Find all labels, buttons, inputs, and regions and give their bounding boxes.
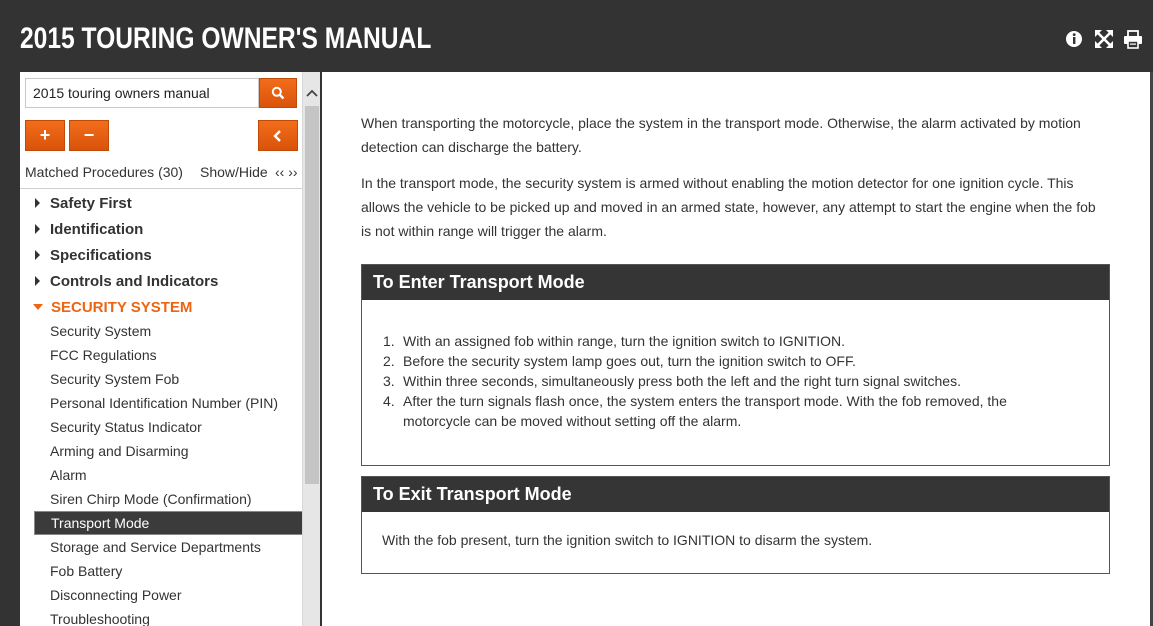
category-label: Safety First	[50, 194, 132, 212]
scroll-thumb[interactable]	[305, 106, 319, 484]
search-button[interactable]	[259, 78, 297, 108]
toc-item[interactable]: Security System Fob	[50, 371, 180, 387]
step-number: 3.	[383, 373, 395, 389]
toc-item-active[interactable]: Transport Mode	[34, 511, 303, 535]
top-toolbar	[1065, 28, 1143, 50]
expand-triangle-icon	[35, 250, 40, 260]
hide-sidebar-button[interactable]	[258, 120, 298, 151]
toc-item[interactable]: Storage and Service Departments	[50, 539, 261, 555]
app-title: 2015 TOURING OWNER'S MANUAL	[20, 22, 432, 55]
exit-transport-mode-section	[361, 476, 1110, 574]
step-number: 2.	[383, 353, 395, 369]
category-label: Controls and Indicators	[50, 272, 219, 290]
step-text: After the turn signals flash once, the system enters the transport mode. With the fob removed, the motorcycle can be moved without setting off the alarm.	[403, 393, 1007, 429]
info-icon[interactable]	[1065, 28, 1085, 50]
toc-item[interactable]: FCC Regulations	[50, 347, 157, 363]
result-nav-arrows[interactable]: ‹‹ ››	[275, 164, 298, 180]
toc-item[interactable]: Fob Battery	[50, 563, 123, 579]
sidebar-scrollbar[interactable]	[302, 72, 320, 626]
step-item	[383, 391, 1053, 431]
step-number: 4.	[383, 393, 395, 409]
expand-all-button[interactable]: +	[25, 120, 65, 151]
category-label: SECURITY SYSTEM	[51, 298, 193, 316]
main-content	[322, 72, 1150, 626]
step-item	[383, 331, 1053, 351]
transport-mode-paragraph: In the transport mode, the security system is armed without enabling the motion detector for one ignition cycle. This allows the vehicle to be picked up and moved in an armed state, however, any attempt to start the engine when the fob is not within range will trigger the alarm.	[361, 175, 1096, 239]
section-heading: To Exit Transport Mode	[362, 477, 1109, 512]
step-text: Within three seconds, simultaneously press both the left and the right turn signal switches.	[403, 373, 961, 389]
category-label: Identification	[50, 220, 144, 238]
toc-item[interactable]: Troubleshooting	[50, 611, 150, 626]
toc-item[interactable]: Arming and Disarming	[50, 443, 189, 459]
show-hide-toggle[interactable]: Show/Hide	[200, 164, 268, 180]
search-icon	[271, 86, 285, 100]
toc-category-specifications[interactable]	[20, 242, 302, 268]
step-number: 1.	[383, 333, 395, 349]
chevron-left-icon	[273, 130, 283, 142]
toc-item[interactable]: Security System	[50, 323, 152, 339]
step-text: With an assigned fob within range, turn the ignition switch to IGNITION.	[403, 333, 845, 349]
toc-category-controls-and-indicators[interactable]	[20, 268, 302, 294]
divider	[20, 188, 302, 189]
toc-item[interactable]: Personal Identification Number (PIN)	[50, 395, 278, 411]
search-input[interactable]	[26, 79, 258, 107]
toc-category-security-system[interactable]	[20, 294, 302, 320]
step-item	[383, 351, 1053, 371]
search-input-wrap	[25, 78, 259, 108]
expand-triangle-icon	[35, 224, 40, 234]
category-label: Specifications	[50, 246, 152, 264]
toc-item[interactable]: Disconnecting Power	[50, 587, 182, 603]
matched-procedures-count: Matched Procedures (30)	[25, 164, 183, 180]
print-icon[interactable]	[1123, 28, 1143, 50]
intro-paragraph: When transporting the motorcycle, place the system in the transport mode. Otherwise, the alarm activated by motion detection can discharge the battery.	[361, 115, 1081, 155]
toc-item[interactable]: Siren Chirp Mode (Confirmation)	[50, 491, 252, 507]
top-bar	[0, 0, 1153, 72]
toc-item[interactable]: Alarm	[50, 467, 87, 483]
collapse-all-button[interactable]: −	[69, 120, 109, 151]
expand-triangle-icon	[35, 198, 40, 208]
section-heading: To Enter Transport Mode	[362, 265, 1109, 300]
enter-transport-mode-section	[361, 264, 1110, 466]
chevron-up-icon	[306, 89, 318, 97]
step-item	[383, 371, 1053, 391]
toc-item[interactable]: Security Status Indicator	[50, 419, 202, 435]
sidebar	[20, 72, 320, 626]
fullscreen-icon[interactable]	[1094, 28, 1114, 50]
toc-category-identification[interactable]	[20, 216, 302, 242]
expand-triangle-icon	[35, 276, 40, 286]
toc-category-safety-first[interactable]	[20, 190, 302, 216]
step-text: Before the security system lamp goes out, turn the ignition switch to OFF.	[403, 353, 856, 369]
exit-instructions: With the fob present, turn the ignition switch to IGNITION to disarm the system.	[382, 532, 873, 548]
scroll-up-button[interactable]	[303, 78, 320, 108]
collapse-triangle-icon	[33, 304, 43, 310]
